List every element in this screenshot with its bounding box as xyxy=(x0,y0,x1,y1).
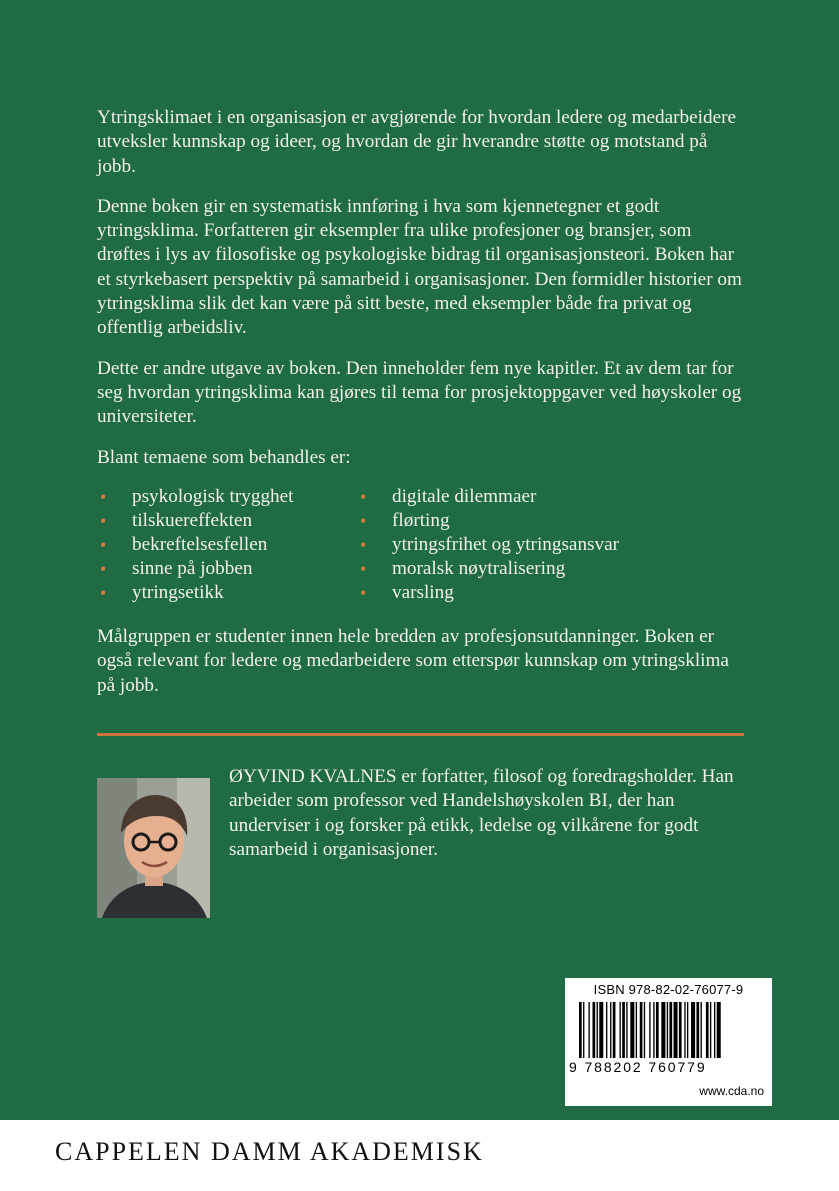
bullet-icon: • xyxy=(360,559,367,579)
barcode-bar xyxy=(674,1002,678,1058)
barcode-bar xyxy=(613,1002,616,1058)
barcode-bar xyxy=(644,1002,645,1058)
isbn-barcode xyxy=(565,978,772,1106)
barcode-bar xyxy=(669,1002,672,1058)
bullet-icon: • xyxy=(100,559,107,579)
barcode-bar xyxy=(696,1002,699,1058)
barcode-bar xyxy=(626,1002,627,1058)
barcode-bar xyxy=(701,1002,702,1058)
bullet-icon: • xyxy=(360,487,367,507)
barcode-bar xyxy=(679,1002,682,1058)
list-item: • moralsk nøytralisering xyxy=(360,558,566,579)
barcode-digits: 9 788202 760779 xyxy=(569,1059,707,1075)
barcode-bar xyxy=(691,1002,695,1058)
bullet-icon: • xyxy=(360,583,367,603)
isbn-label: ISBN 978-82-02-76077-9 xyxy=(593,982,744,997)
list-item: • ytringsetikk xyxy=(100,582,224,603)
barcode-bar xyxy=(597,1002,598,1058)
list-item: • bekreftelsesfellen xyxy=(100,534,268,555)
themes-heading: Blant temaene som behandles er: xyxy=(97,446,351,468)
barcode-bar xyxy=(583,1002,584,1058)
barcode-bar xyxy=(684,1002,685,1058)
website-url: www.cda.no xyxy=(699,1084,764,1098)
target-audience-paragraph: Målgruppen er studenter innen hele bredden av profesjonsutdanninger. Boken er også relevant for ledere og medarbeidere som etterspør kunnskap om ytringsklima på jobb. xyxy=(97,626,729,696)
themes-column-left xyxy=(97,485,357,605)
barcode-bar xyxy=(593,1002,596,1058)
barcode-bar xyxy=(636,1002,637,1058)
bullet-icon: • xyxy=(360,535,367,555)
author-bio: ØYVIND KVALNES er forfatter, filosof og foredragsholder. Han arbeider som professor ved Handelshøyskolen BI, der han underviser i og forsker på etikk, ledelse og vilkårene for godt samarbeid i organisasjoner. xyxy=(229,766,734,860)
bullet-icon: • xyxy=(100,583,107,603)
description-paragraph: Denne boken gir en systematisk innføring i hva som kjennetegner et godt ytringsklima. Forfatteren gir eksempler fra ulike profesjoner og bransjer, som drøftes i lys av filosofiske og psykologiske bidrag til organisasjonsteori. Boken har et styrkebasert perspektiv på samarbeid i organisasjoner. Den formidler historier om ytringsklima slik det kan være på sitt beste, med eksempler både fra privat og offentlig arbeidsliv. xyxy=(97,195,742,339)
list-item: • flørting xyxy=(360,510,450,531)
barcode-bar xyxy=(667,1002,668,1058)
barcode-bar xyxy=(649,1002,650,1058)
bullet-icon: • xyxy=(100,511,107,531)
bullet-icon: • xyxy=(100,487,107,507)
author-photo xyxy=(97,778,210,918)
barcode-bar xyxy=(622,1002,625,1058)
barcode-bar xyxy=(714,1002,715,1058)
list-item: • digitale dilemmaer xyxy=(360,486,537,507)
barcode-bar xyxy=(640,1002,643,1058)
themes-column-right xyxy=(357,485,619,605)
list-item: • tilskuereffekten xyxy=(100,510,253,531)
barcode-bar xyxy=(599,1002,603,1058)
barcode-bar xyxy=(656,1002,659,1058)
barcode-bar xyxy=(620,1002,621,1058)
barcode-bar xyxy=(706,1002,709,1058)
author-portrait-icon xyxy=(97,778,210,918)
list-item: • ytringsfrihet og ytringsansvar xyxy=(360,534,620,555)
list-item: • psykologisk trygghet xyxy=(100,486,294,507)
barcode-bar xyxy=(653,1002,654,1058)
barcode-bar xyxy=(606,1002,607,1058)
barcode-bar xyxy=(717,1002,721,1058)
barcode-bar xyxy=(687,1002,688,1058)
barcode-bar xyxy=(579,1002,582,1058)
barcode-icon xyxy=(569,1002,769,1058)
list-item: • varsling xyxy=(360,582,454,603)
bullet-icon: • xyxy=(360,511,367,531)
intro-paragraph: Ytringsklimaet i en organisasjon er avgjørende for hvordan ledere og medarbeidere utveksler kunnskap og ideer, og hvordan de gir hverandre støtte og motstand på jobb. xyxy=(97,107,736,177)
barcode-bar xyxy=(710,1002,711,1058)
barcode-bar xyxy=(630,1002,634,1058)
edition-paragraph: Dette er andre utgave av boken. Den inneholder fem nye kapitler. Et av dem tar for seg hvordan ytringsklima kan gjøres til tema for prosjektoppgaver ved høyskoler og universiteter. xyxy=(97,357,742,428)
themes-list xyxy=(97,485,747,605)
blurb xyxy=(97,106,747,486)
divider xyxy=(97,733,744,736)
publisher-logo: CAPPELEN DAMM AKADEMISK xyxy=(55,1137,484,1166)
barcode-bar xyxy=(610,1002,611,1058)
bullet-icon: • xyxy=(100,535,107,555)
barcode-bar xyxy=(588,1002,589,1058)
barcode-bar xyxy=(661,1002,665,1058)
list-item: • sinne på jobben xyxy=(100,558,253,579)
